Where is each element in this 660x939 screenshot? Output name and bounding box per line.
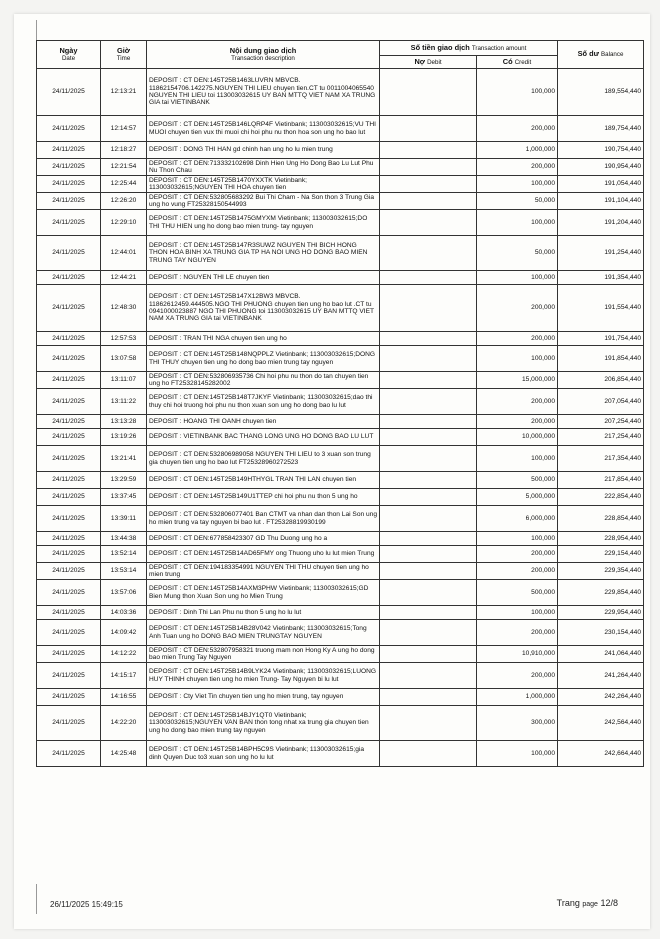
cell-credit: 50,000 xyxy=(477,193,558,210)
statement-page xyxy=(14,14,650,929)
cell-debit xyxy=(380,142,477,159)
cell-debit xyxy=(380,236,477,271)
table-row xyxy=(37,332,644,346)
cell-time: 12:18:27 xyxy=(101,142,147,159)
cell-date: 24/11/2025 xyxy=(37,389,101,415)
cell-description: DEPOSIT : CT DEN:532807958321 truong mam non Hong Ky A ung ho dong bao mien Trung Tay Nguyen xyxy=(147,646,380,663)
cell-debit xyxy=(380,285,477,332)
cell-date: 24/11/2025 xyxy=(37,193,101,210)
cell-description: DEPOSIT : CT DEN:145T25B146LQRP4F Vietinbank; 113003032615;VU THI MUOI chuyen tien vux thi muoi chi hoi phu nu thon hoa son ung ho bao lut xyxy=(147,116,380,142)
col-header-description: Nội dung giao dịch Transaction description xyxy=(147,41,380,69)
col-header-date: Ngày Date xyxy=(37,41,101,69)
cell-credit: 200,000 xyxy=(477,285,558,332)
cell-debit xyxy=(380,389,477,415)
cell-balance: 241,264,440 xyxy=(558,663,644,689)
cell-credit: 200,000 xyxy=(477,116,558,142)
table-row xyxy=(37,429,644,446)
cell-description: DEPOSIT : DONG THI HAN gd chinh han ung ho lu mien trung xyxy=(147,142,380,159)
cell-date: 24/11/2025 xyxy=(37,663,101,689)
cell-balance: 191,754,440 xyxy=(558,332,644,346)
cell-description: DEPOSIT : CT DEN:145T25B14AXM3PHW Vietinbank; 113003032615;GD Bien Mung thon Xuan Son ung ho Mien Trung xyxy=(147,580,380,606)
cell-credit: 100,000 xyxy=(477,446,558,472)
cell-description: DEPOSIT : CT DEN:145T25B14BJY1QT0 Vietinbank; 113003032615;NGUYEN VAN BAN thon tong nhat xa trung gia chuyen tien ung ho dong bao mien trung tay nguyen xyxy=(147,706,380,741)
cell-description: DEPOSIT : CT DEN:532806989058 NGUYEN THI LIEU to 3 xuan son trung gia chuyen tien ung ho bao lut FT25328960272523 xyxy=(147,446,380,472)
cell-balance: 191,104,440 xyxy=(558,193,644,210)
cell-time: 13:57:06 xyxy=(101,580,147,606)
table-row xyxy=(37,663,644,689)
col-header-balance: Số dư Balance xyxy=(558,41,644,69)
cell-description: DEPOSIT : CT DEN:145T25B148T7JKYF Vietinbank; 113003032615;dao thi thuy chi hoi truong hoi phu nu thon xuan son ung ho dong bao lu lut xyxy=(147,389,380,415)
cell-time: 13:37:45 xyxy=(101,489,147,506)
cell-debit xyxy=(380,620,477,646)
cell-credit: 15,000,000 xyxy=(477,372,558,389)
cell-balance: 191,854,440 xyxy=(558,346,644,372)
cell-debit xyxy=(380,606,477,620)
cell-date: 24/11/2025 xyxy=(37,142,101,159)
cell-balance: 189,754,440 xyxy=(558,116,644,142)
cell-description: DEPOSIT : HOANG THI OANH chuyen tien xyxy=(147,415,380,429)
cell-balance: 222,854,440 xyxy=(558,489,644,506)
table-row xyxy=(37,142,644,159)
cell-description: DEPOSIT : NGUYEN THI LE chuyen tien xyxy=(147,271,380,285)
cell-debit xyxy=(380,271,477,285)
col-header-time: Giờ Time xyxy=(101,41,147,69)
cell-time: 12:25:44 xyxy=(101,176,147,193)
cell-description: DEPOSIT : CT DEN:145T25B1475GMYXM Vietinbank; 113003032615;DO THI THU HIEN ung ho dong bao mien trung- tay nguyen xyxy=(147,210,380,236)
table-row xyxy=(37,446,644,472)
cell-balance: 207,254,440 xyxy=(558,415,644,429)
cell-balance: 229,154,440 xyxy=(558,546,644,563)
cell-credit: 200,000 xyxy=(477,563,558,580)
table-row xyxy=(37,532,644,546)
cell-credit: 200,000 xyxy=(477,159,558,176)
cell-time: 12:44:21 xyxy=(101,271,147,285)
table-row xyxy=(37,472,644,489)
table-row xyxy=(37,210,644,236)
cell-credit: 10,910,000 xyxy=(477,646,558,663)
cell-date: 24/11/2025 xyxy=(37,506,101,532)
cell-date: 24/11/2025 xyxy=(37,415,101,429)
cell-balance: 217,354,440 xyxy=(558,446,644,472)
cell-balance: 190,754,440 xyxy=(558,142,644,159)
cell-debit xyxy=(380,663,477,689)
cell-date: 24/11/2025 xyxy=(37,236,101,271)
cell-time: 13:11:07 xyxy=(101,372,147,389)
cell-balance: 206,854,440 xyxy=(558,372,644,389)
cell-time: 13:21:41 xyxy=(101,446,147,472)
page-indicator: Trang page 12/8 xyxy=(556,898,618,908)
cell-date: 24/11/2025 xyxy=(37,346,101,372)
cell-balance: 217,254,440 xyxy=(558,429,644,446)
table-row xyxy=(37,506,644,532)
cell-debit xyxy=(380,563,477,580)
cell-balance: 229,354,440 xyxy=(558,563,644,580)
cell-balance: 229,854,440 xyxy=(558,580,644,606)
cell-description: DEPOSIT : CT DEN:532806935736 Chi hoi phu nu thon do tan chuyen tien ung ho FT25328145282002 xyxy=(147,372,380,389)
cell-credit: 1,000,000 xyxy=(477,689,558,706)
cell-balance: 229,954,440 xyxy=(558,606,644,620)
cell-credit: 1,000,000 xyxy=(477,142,558,159)
cell-date: 24/11/2025 xyxy=(37,706,101,741)
cell-credit: 50,000 xyxy=(477,236,558,271)
cell-description: DEPOSIT : CT DEN:145T25B14B9LYK24 Vietinbank; 113003032615;LUONG HUY THINH chuyen tien ung ho mien Trung- Tay Nguyen bi lu lut xyxy=(147,663,380,689)
cell-time: 14:15:17 xyxy=(101,663,147,689)
cell-description: DEPOSIT : VIETINBANK BAC THANG LONG UNG HO DONG BAO LU LUT xyxy=(147,429,380,446)
cell-time: 12:13:21 xyxy=(101,69,147,116)
table-row xyxy=(37,69,644,116)
cell-description: DEPOSIT : Cty Viet Tin chuyen tien ung ho mien trung, tay nguyen xyxy=(147,689,380,706)
cell-balance: 190,954,440 xyxy=(558,159,644,176)
cell-balance: 230,154,440 xyxy=(558,620,644,646)
cell-description: DEPOSIT : CT DEN:532806077401 Ban CTMT va nhan dan thon Lai Son ung ho mien trung va tay nguyen bi bao lut . FT25328819930199 xyxy=(147,506,380,532)
cell-description: DEPOSIT : CT DEN:677858423307 GD Thu Duong ung ho a xyxy=(147,532,380,546)
cell-date: 24/11/2025 xyxy=(37,646,101,663)
table-row xyxy=(37,236,644,271)
cell-description: DEPOSIT : CT DEN:145T25B14BPH5C9S Vietinbank; 113003032615;gia dinh Quyen Duc to3 xuan son ung ho lu lut xyxy=(147,741,380,767)
cell-debit xyxy=(380,116,477,142)
table-row xyxy=(37,620,644,646)
cell-debit xyxy=(380,176,477,193)
cell-debit xyxy=(380,372,477,389)
cell-time: 14:09:42 xyxy=(101,620,147,646)
cell-debit xyxy=(380,346,477,372)
cell-time: 12:26:20 xyxy=(101,193,147,210)
cell-time: 12:29:10 xyxy=(101,210,147,236)
cell-time: 13:39:11 xyxy=(101,506,147,532)
cell-balance: 191,254,440 xyxy=(558,236,644,271)
cell-date: 24/11/2025 xyxy=(37,446,101,472)
cell-description: DEPOSIT : Dinh Thi Lan Phu nu thon 5 ung ho lu lut xyxy=(147,606,380,620)
cell-balance: 191,054,440 xyxy=(558,176,644,193)
cell-date: 24/11/2025 xyxy=(37,210,101,236)
cell-credit: 200,000 xyxy=(477,663,558,689)
cell-date: 24/11/2025 xyxy=(37,489,101,506)
cell-time: 13:19:26 xyxy=(101,429,147,446)
cell-time: 13:52:14 xyxy=(101,546,147,563)
cell-time: 12:44:01 xyxy=(101,236,147,271)
cell-date: 24/11/2025 xyxy=(37,176,101,193)
cell-time: 14:25:48 xyxy=(101,741,147,767)
cell-description: DEPOSIT : CT DEN:145T25B149HTHYGL TRAN THI LAN chuyen tien xyxy=(147,472,380,489)
cell-time: 12:21:54 xyxy=(101,159,147,176)
cell-credit: 6,000,000 xyxy=(477,506,558,532)
cell-balance: 191,354,440 xyxy=(558,271,644,285)
cell-credit: 200,000 xyxy=(477,415,558,429)
cell-balance: 189,554,440 xyxy=(558,69,644,116)
table-row xyxy=(37,285,644,332)
cell-debit xyxy=(380,446,477,472)
cell-credit: 200,000 xyxy=(477,389,558,415)
cell-credit: 10,000,000 xyxy=(477,429,558,446)
cell-date: 24/11/2025 xyxy=(37,372,101,389)
cell-date: 24/11/2025 xyxy=(37,285,101,332)
cell-debit xyxy=(380,689,477,706)
cell-balance: 228,954,440 xyxy=(558,532,644,546)
cell-debit xyxy=(380,332,477,346)
punch-mark xyxy=(36,884,37,914)
cell-time: 14:12:22 xyxy=(101,646,147,663)
table-row xyxy=(37,372,644,389)
cell-balance: 242,564,440 xyxy=(558,706,644,741)
cell-credit: 200,000 xyxy=(477,332,558,346)
cell-balance: 242,264,440 xyxy=(558,689,644,706)
cell-balance: 191,554,440 xyxy=(558,285,644,332)
cell-description: DEPOSIT : CT DEN:194183354991 NGUYEN THI THU chuyen tien ung ho mien trung xyxy=(147,563,380,580)
cell-balance: 228,854,440 xyxy=(558,506,644,532)
cell-debit xyxy=(380,546,477,563)
cell-debit xyxy=(380,489,477,506)
cell-credit: 200,000 xyxy=(477,620,558,646)
cell-date: 24/11/2025 xyxy=(37,472,101,489)
cell-time: 12:57:53 xyxy=(101,332,147,346)
cell-credit: 100,000 xyxy=(477,532,558,546)
cell-debit xyxy=(380,415,477,429)
cell-time: 12:14:57 xyxy=(101,116,147,142)
cell-time: 13:07:58 xyxy=(101,346,147,372)
cell-date: 24/11/2025 xyxy=(37,429,101,446)
cell-credit: 300,000 xyxy=(477,706,558,741)
cell-balance: 217,854,440 xyxy=(558,472,644,489)
cell-balance: 241,064,440 xyxy=(558,646,644,663)
cell-date: 24/11/2025 xyxy=(37,159,101,176)
cell-description: DEPOSIT : CT DEN:145T25B1470YXXTK Vietinbank; 113003032615;NGUYEN THI HOA chuyen tien xyxy=(147,176,380,193)
cell-date: 24/11/2025 xyxy=(37,332,101,346)
cell-debit xyxy=(380,429,477,446)
table-row xyxy=(37,346,644,372)
cell-description: DEPOSIT : CT DEN:713332102698 Dinh Hien Ung Ho Dong Bao Lu Lut Phu Nu Thon Chau xyxy=(147,159,380,176)
table-row xyxy=(37,563,644,580)
cell-debit xyxy=(380,646,477,663)
cell-description: DEPOSIT : CT DEN:145T25B14B28V042 Vietinbank; 113003032615;Tong Anh Tuan ung ho DONG BAO MIEN TRUNGTAY NGUYEN xyxy=(147,620,380,646)
cell-description: DEPOSIT : CT DEN:145T25B148NQPPLZ Vietinbank; 113003032615;DONG THI THUY chuyen tien ung ho dong bao mien trung tay nguyen xyxy=(147,346,380,372)
cell-credit: 100,000 xyxy=(477,176,558,193)
printed-timestamp: 26/11/2025 15:49:15 xyxy=(50,900,123,909)
cell-date: 24/11/2025 xyxy=(37,620,101,646)
cell-time: 14:03:36 xyxy=(101,606,147,620)
table-row xyxy=(37,606,644,620)
cell-time: 12:48:30 xyxy=(101,285,147,332)
cell-debit xyxy=(380,706,477,741)
cell-balance: 191,204,440 xyxy=(558,210,644,236)
col-header-debit: Nợ Debit xyxy=(380,56,477,69)
cell-debit xyxy=(380,506,477,532)
transaction-table xyxy=(36,40,644,767)
cell-time: 14:16:55 xyxy=(101,689,147,706)
cell-credit: 100,000 xyxy=(477,271,558,285)
cell-date: 24/11/2025 xyxy=(37,532,101,546)
table-row xyxy=(37,389,644,415)
cell-date: 24/11/2025 xyxy=(37,116,101,142)
table-row xyxy=(37,193,644,210)
cell-date: 24/11/2025 xyxy=(37,271,101,285)
cell-time: 13:13:28 xyxy=(101,415,147,429)
table-row xyxy=(37,116,644,142)
cell-debit xyxy=(380,580,477,606)
cell-description: DEPOSIT : CT DEN:145T25B147R3SUWZ NGUYEN THI BICH HONG THON HOA BINH XA TRUNG GIA TP HA NOI UNG HO DONG BAO MIEN TRUNG TAY NGUYEN xyxy=(147,236,380,271)
table-row xyxy=(37,546,644,563)
col-header-credit: Có Credit xyxy=(477,56,558,69)
cell-date: 24/11/2025 xyxy=(37,741,101,767)
cell-date: 24/11/2025 xyxy=(37,69,101,116)
cell-credit: 500,000 xyxy=(477,580,558,606)
cell-time: 13:44:38 xyxy=(101,532,147,546)
cell-description: DEPOSIT : CT DEN:532805683292 Bui Thi Cham - Na Son thon 3 Trung Gia ung ho vung FT25328150544993 xyxy=(147,193,380,210)
cell-description: DEPOSIT : CT DEN:145T25B14AD65FMY ong Thuong uho lu lut mien Trung xyxy=(147,546,380,563)
cell-description: DEPOSIT : CT DEN:145T25B149U1TTEP chi hoi phu nu thon 5 ung ho xyxy=(147,489,380,506)
cell-date: 24/11/2025 xyxy=(37,689,101,706)
table-row xyxy=(37,489,644,506)
table-row xyxy=(37,646,644,663)
table-row xyxy=(37,706,644,741)
cell-time: 14:22:20 xyxy=(101,706,147,741)
cell-time: 13:11:22 xyxy=(101,389,147,415)
cell-debit xyxy=(380,159,477,176)
cell-date: 24/11/2025 xyxy=(37,606,101,620)
cell-credit: 500,000 xyxy=(477,472,558,489)
cell-balance: 242,664,440 xyxy=(558,741,644,767)
cell-credit: 100,000 xyxy=(477,69,558,116)
cell-credit: 100,000 xyxy=(477,346,558,372)
table-row xyxy=(37,580,644,606)
table-row xyxy=(37,689,644,706)
cell-description: DEPOSIT : CT DEN:145T25B147X12BW3 MBVCB. 11862612459.444505.NGO THI PHUONG chuyen tien ung ho bao lut .CT tu 0941000023887 NGO THI PHUONG toi 113003032615 UY BAN MTTQ VIET NAM XA TRUNG GIA tai VIETINBANK xyxy=(147,285,380,332)
cell-credit: 100,000 xyxy=(477,210,558,236)
cell-debit xyxy=(380,741,477,767)
cell-date: 24/11/2025 xyxy=(37,563,101,580)
cell-date: 24/11/2025 xyxy=(37,580,101,606)
cell-credit: 200,000 xyxy=(477,546,558,563)
table-row xyxy=(37,741,644,767)
cell-credit: 100,000 xyxy=(477,606,558,620)
cell-credit: 5,000,000 xyxy=(477,489,558,506)
cell-description: DEPOSIT : TRAN THI NGA chuyen tien ung ho xyxy=(147,332,380,346)
cell-debit xyxy=(380,210,477,236)
cell-date: 24/11/2025 xyxy=(37,546,101,563)
col-header-amount: Số tiền giao dịch Transaction amount xyxy=(380,41,558,56)
table-row xyxy=(37,415,644,429)
cell-balance: 207,054,440 xyxy=(558,389,644,415)
cell-time: 13:29:59 xyxy=(101,472,147,489)
cell-debit xyxy=(380,472,477,489)
table-row xyxy=(37,159,644,176)
table-row xyxy=(37,176,644,193)
cell-debit xyxy=(380,193,477,210)
cell-description: DEPOSIT : CT DEN:145T25B1463LUVRN MBVCB. 11862154706.142275.NGUYEN THI LIEU chuyen tien.CT tu 0011004065540 NGUYEN THI LIEU toi 113003032615 UY BAN MTTQ VIET NAM XA TRUNG GIA tai VIETINBANK xyxy=(147,69,380,116)
cell-time: 13:53:14 xyxy=(101,563,147,580)
cell-debit xyxy=(380,69,477,116)
table-row xyxy=(37,271,644,285)
cell-debit xyxy=(380,532,477,546)
cell-credit: 100,000 xyxy=(477,741,558,767)
transaction-rows xyxy=(37,69,644,767)
